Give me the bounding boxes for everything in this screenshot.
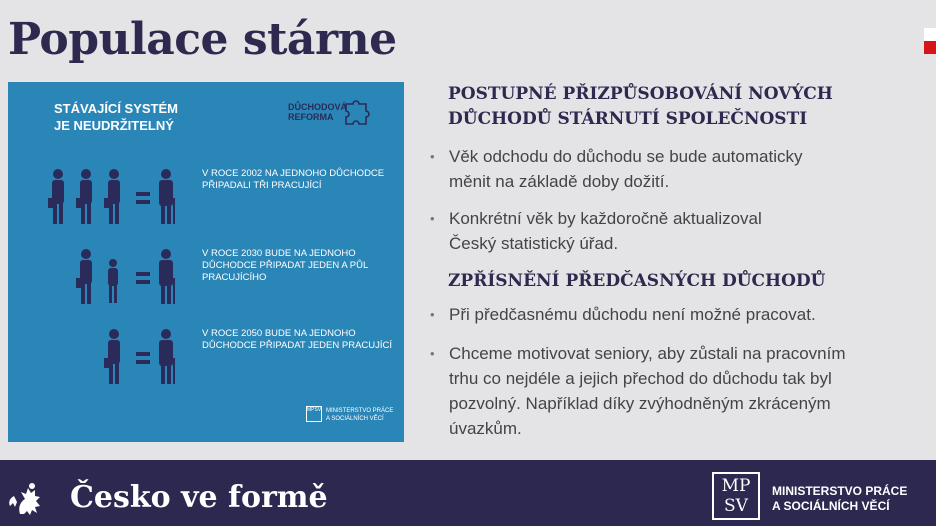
section-heading-adjustment: POSTUPNÉ PŘIZPŮSOBOVÁNÍ NOVÝCH DŮCHODŮ STÁRNUTÍ SPOLEČNOSTI — [448, 84, 833, 129]
bullet-item: • Chceme motivovat seniory, aby zůstali na pracovním trhu co nejdéle a jejich přechod do důchodu tak byl pozvolný. Například díky zvýhodněným zkráceným úvazkům. — [430, 341, 920, 441]
ratio-text-2050: V ROCE 2050 BUDE NA JEDNOHO DŮCHODCE PŘIPADAT JEDEN PRACUJÍCÍ — [202, 328, 393, 351]
bullet-item: • Věk odchodu do důchodu se bude automaticky měnit na základě doby dožití. — [430, 144, 920, 194]
footer-slogan: Česko ve formě — [70, 480, 328, 515]
bullet-item: • Při předčasnému důchodu není možné pracovat. — [430, 302, 920, 327]
workers-vs-pensioner-icon — [44, 248, 194, 308]
infographic-heading: STÁVAJÍCÍ SYSTÉM JE NEUDRŽITELNÝ — [54, 101, 179, 133]
section-heading-early-retirement: ZPŘÍSNĚNÍ PŘEDČASNÝCH DŮCHODŮ — [448, 271, 826, 291]
ratio-text-2002: V ROCE 2002 NA JEDNOHO DŮCHODCE PŘIPADALI TŘI PRACUJÍCÍ — [202, 168, 385, 191]
bullet-item: • Konkrétní věk by každoročně aktualizoval Český statistický úřad. — [430, 206, 920, 256]
workers-vs-pensioner-icon — [44, 328, 194, 388]
infographic-panel: STÁVAJÍCÍ SYSTÉM JE NEUDRŽITELNÝ DŮCHODOVÁ REFORMA V ROCE 2002 NA JEDNOHO DŮCHODCE PŘIPADALI TŘI PRACUJÍCÍ V ROCE 2030 BUDE NA JEDNOHO DŮCHODCE PŘIPADAT JEDEN A PŮL PRACUJÍCÍHO V ROCE 2050 BUDE NA JEDNOHO DŮCHODCE PŘIPADAT JEDEN PRACUJÍCÍ MPSV MINISTERSTVO PRÁCE A SOCIÁLNÍCH VĚCÍ — [8, 82, 404, 442]
slide-title: Populace stárne — [8, 14, 397, 65]
footer-bar — [0, 460, 936, 526]
mpsv-logo: MP SV — [712, 472, 760, 520]
pension-reform-logo: DŮCHODOVÁ REFORMA — [288, 102, 348, 122]
czech-lion-icon — [6, 474, 52, 520]
ministry-name: MINISTERSTVO PRÁCE A SOCIÁLNÍCH VĚCÍ — [772, 484, 908, 513]
puzzle-icon — [342, 96, 372, 126]
mpsv-mark: MPSV — [306, 406, 322, 422]
workers-vs-pensioner-icon — [44, 168, 194, 228]
flag-icon — [924, 28, 936, 54]
ratio-text-2030: V ROCE 2030 BUDE NA JEDNOHO DŮCHODCE PŘIPADAT JEDEN A PŮL PRACUJÍCÍHO — [202, 248, 368, 283]
